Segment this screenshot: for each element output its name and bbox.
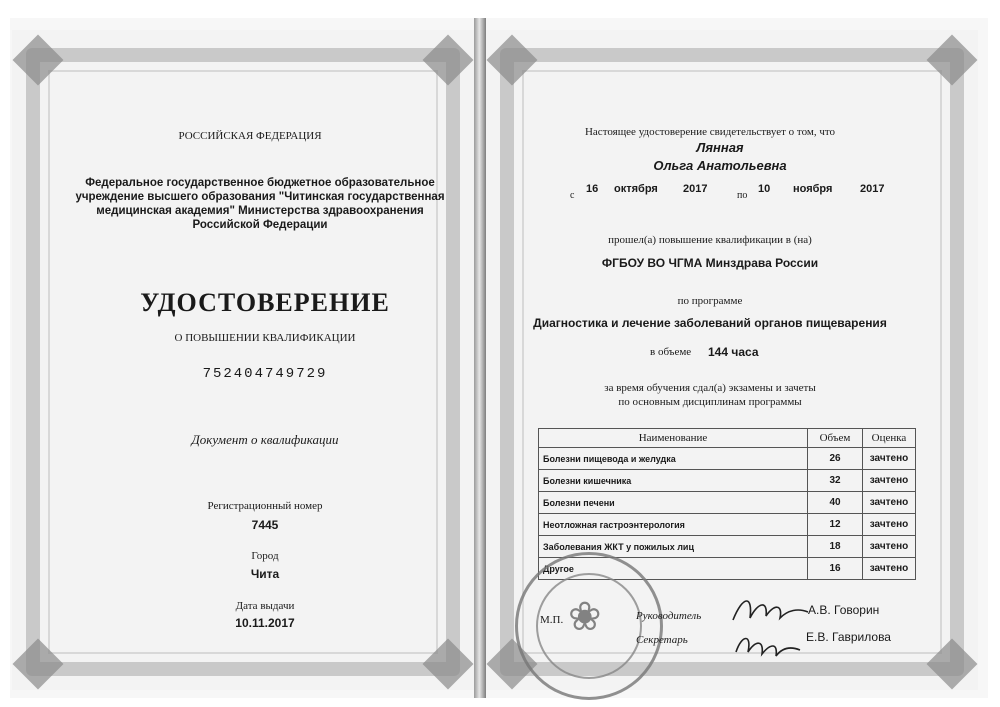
issue-date-label: Дата выдачи (235, 600, 295, 612)
subject-grade: зачтено (863, 470, 916, 492)
subject-volume: 12 (808, 514, 863, 536)
secretary-signature (736, 639, 800, 657)
issue-date: 10.11.2017 (235, 616, 295, 630)
institution-line: Российской Федерации (192, 219, 328, 231)
header-grade: Оценка (863, 429, 916, 448)
institution-line: Федеральное государственное бюджетное образовательное (85, 177, 435, 189)
head-label: Руководитель (636, 610, 702, 622)
subject-name: Болезни кишечника (539, 470, 808, 492)
left-page (12, 30, 474, 690)
head-name: А.В. Говорин (808, 603, 880, 617)
from-month: октября (614, 183, 658, 195)
header-volume: Объем (808, 429, 863, 448)
subject-name: Заболевания ЖКТ у пожилых лиц (539, 536, 808, 558)
coat-of-arms-icon: ❀ (568, 594, 602, 639)
subject-grade: зачтено (863, 492, 916, 514)
document-type: Документ о квалификации (191, 432, 339, 447)
subject-volume: 32 (808, 470, 863, 492)
institution-line: медицинская академия" Министерства здравоохранения (96, 205, 424, 217)
exams-text-line: по основным дисциплинам программы (618, 396, 802, 408)
subject-grade: зачтено (863, 514, 916, 536)
seal-place-label: М.П. (540, 614, 564, 626)
to-label: по (737, 190, 748, 201)
volume-value: 144 часа (708, 345, 759, 359)
subject-name: Другое (539, 558, 808, 580)
to-day: 10 (758, 183, 771, 195)
volume-label: в объеме (650, 346, 692, 358)
table-row (539, 470, 916, 492)
program-label: по программе (677, 295, 743, 307)
country-heading: РОССИЙСКАЯ ФЕДЕРАЦИЯ (178, 130, 322, 142)
registration-number: 7445 (251, 518, 279, 532)
subject-grade: зачтено (863, 558, 916, 580)
signatures (728, 590, 818, 670)
program-name: Диагностика и лечение заболеваний органов пищеварения (533, 316, 887, 330)
secretary-label: Секретарь (636, 634, 688, 646)
subject-volume: 26 (808, 448, 863, 470)
subject-grade: зачтено (863, 448, 916, 470)
serial-number: 752404749729 (202, 366, 328, 382)
city-value: Чита (250, 567, 280, 581)
from-label: с (570, 190, 575, 201)
to-year: 2017 (860, 183, 885, 195)
subject-name: Болезни пищевода и желудка (539, 448, 808, 470)
secretary-name: Е.В. Гаврилова (806, 630, 891, 644)
subject-name: Болезни печени (539, 492, 808, 514)
recipient-surname: Лянная (696, 140, 744, 155)
document-title: УДОСТОВЕРЕНИЕ (140, 288, 390, 317)
institution-line: учреждение высшего образования "Читинская государственная (75, 191, 445, 203)
table-header-row (539, 429, 916, 448)
registration-label: Регистрационный номер (207, 500, 323, 512)
official-stamp (515, 552, 663, 700)
table-row (539, 514, 916, 536)
subject-grade: зачтено (863, 536, 916, 558)
table-row (539, 448, 916, 470)
document-subtitle: О ПОВЫШЕНИИ КВАЛИФИКАЦИИ (174, 332, 356, 344)
institution-name (50, 176, 470, 232)
exams-text-line: за время обучения сдал(а) экзамены и зачеты (604, 382, 816, 394)
intro-text: Настоящее удостоверение свидетельствует о том, что (584, 126, 836, 138)
recipient-name: Ольга Анатольевна (653, 158, 787, 173)
table-row (539, 492, 916, 514)
subject-volume: 16 (808, 558, 863, 580)
from-year: 2017 (683, 183, 708, 195)
subject-volume: 18 (808, 536, 863, 558)
subject-name: Неотложная гастроэнтерология (539, 514, 808, 536)
subject-volume: 40 (808, 492, 863, 514)
passed-text: прошел(а) повышение квалификации в (на) (608, 234, 812, 246)
from-day: 16 (586, 183, 599, 195)
city-label: Город (251, 550, 279, 562)
to-month: ноября (793, 183, 833, 195)
training-organization: ФГБОУ ВО ЧГМА Минздрава России (601, 256, 819, 270)
header-name: Наименование (539, 429, 808, 448)
head-signature (733, 601, 808, 620)
book-spine (474, 18, 486, 698)
